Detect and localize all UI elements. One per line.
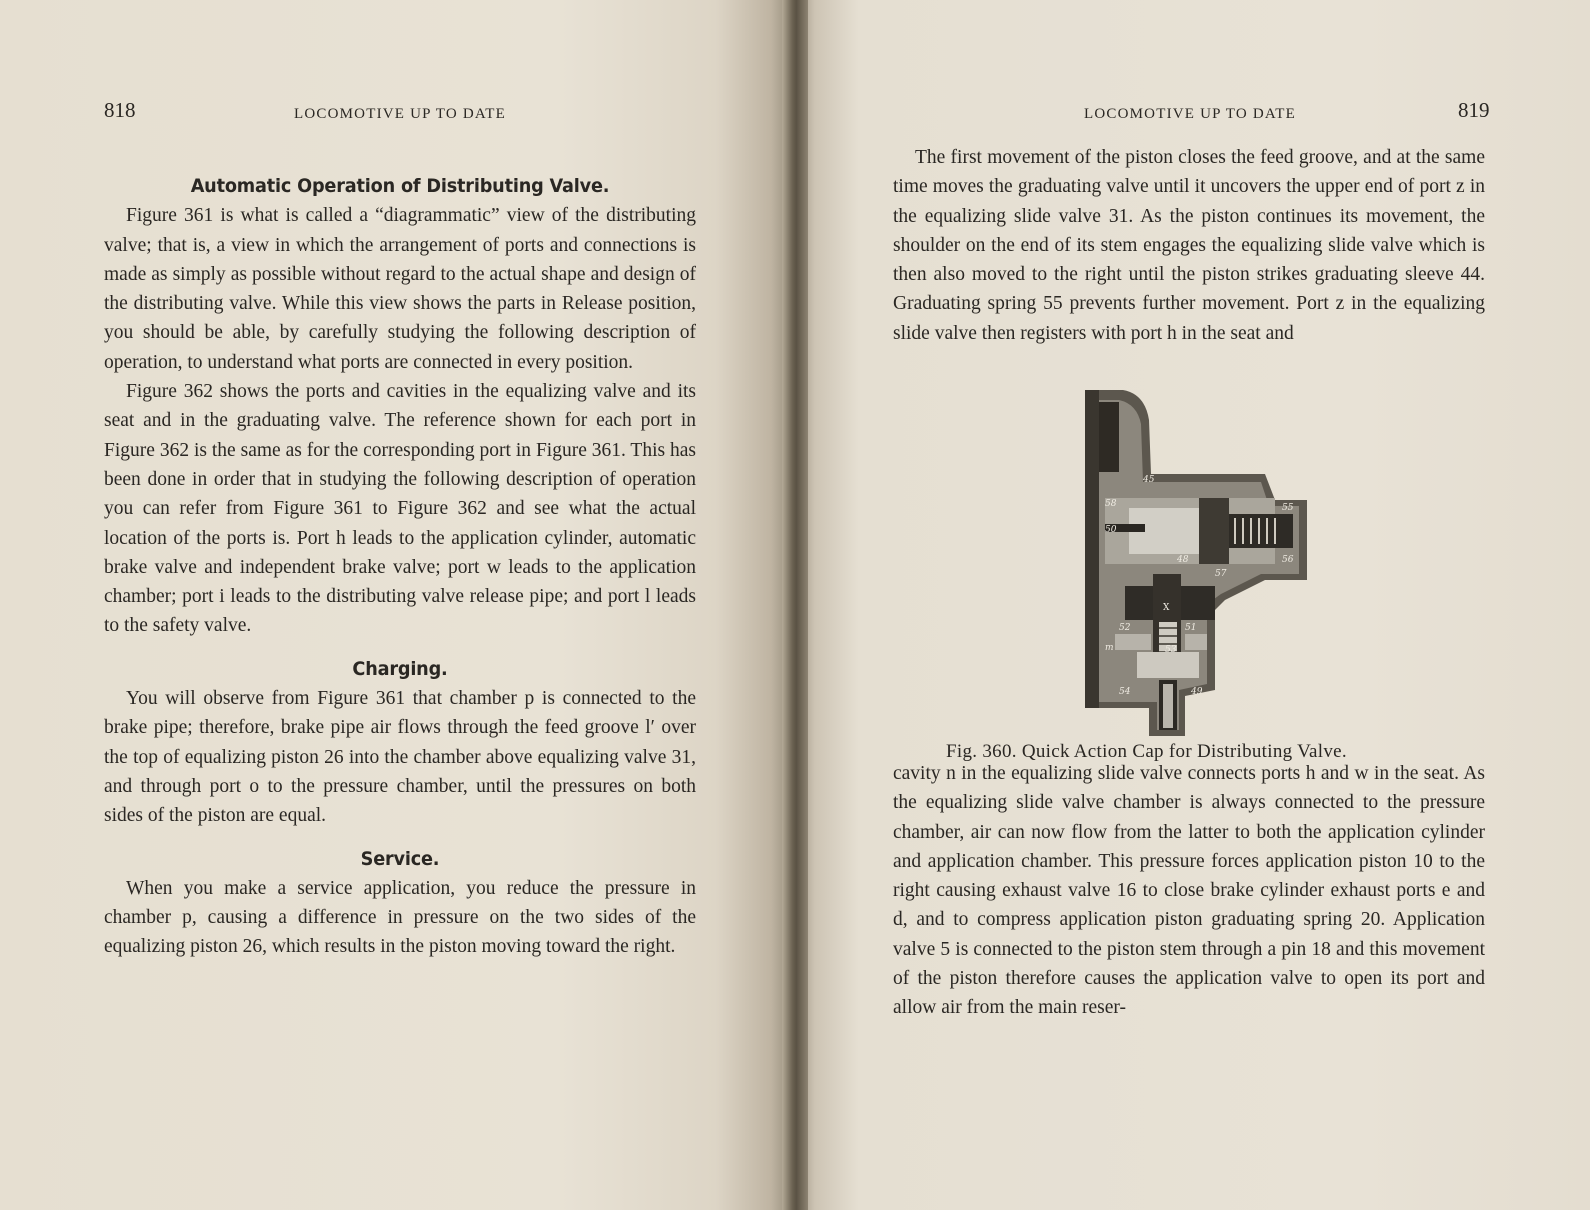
right-text-column-top (893, 143, 1485, 348)
label-x: X (1163, 603, 1170, 613)
figure-quick-action-cap (1085, 390, 1317, 746)
figure-caption: Fig. 360. Quick Action Cap for Distributing Valve. (946, 741, 1347, 762)
heading-automatic-operation: Automatic Operation of Distributing Valve. (190, 175, 610, 197)
paragraph-figure-362: Figure 362 shows the ports and cavities in the equalizing valve and its seat and in the graduating valve. The reference shown for each port in Figure 362 is the same as for the corresponding port in Figure 361. This has been done in order that in studying the following description of operation you can refer from Figure 361 to Figure 362 and see what the actual location of the ports is. Port h leads to the application cylinder, automatic brake valve and independent brake valve; port w leads to the application chamber; port i leads to the distributing valve release pipe; and port l leads to the safety valve. (104, 381, 696, 637)
left-running-head: LOCOMOTIVE UP TO DATE (294, 106, 507, 122)
label-58: 58 (1105, 499, 1117, 509)
right-page-number: 819 (1458, 98, 1490, 122)
right-text-column-bottom (893, 759, 1485, 1023)
label-55: 55 (1282, 503, 1294, 513)
paragraph-charging: You will observe from Figure 361 that chamber p is connected to the brake pipe; therefore, brake pipe air flows through the feed groove l′ over the top of equalizing piston 26 into the chamber above equalizing valve 31, and through port o to the pressure chamber, until the pressures on both sides of the piston are equal. (104, 688, 696, 827)
label-48: 48 (1177, 555, 1189, 565)
paragraph-first-movement: The first movement of the piston closes the feed groove, and at the same time moves the graduating valve until it uncovers the upper end of port z in the equalizing slide valve 31. As the piston continues its movement, the shoulder on the end of its stem engages the equalizing slide valve which is then also moved to the right until the piston strikes graduating sleeve 44. Graduating spring 55 prevents further movement. Port z in the equalizing slide valve then registers with port h in the seat and (893, 147, 1485, 344)
label-57: 57 (1215, 569, 1227, 579)
book-gutter (782, 0, 808, 1210)
heading-charging: Charging. (352, 657, 448, 680)
label-49: 49 (1191, 687, 1203, 697)
valve-cross-section-illustration (1085, 390, 1317, 746)
heading-service: Service. (360, 847, 440, 870)
label-51: 51 (1185, 623, 1197, 633)
paragraph-diagrammatic-view: Figure 361 is what is called a “diagrammatic” view of the distributing valve; that is, a view in which the arrangement of ports and connections is made as simply as possible without regard to the actual shape and design of the distributing valve. While this view shows the parts in Release position, you should be able, by carefully studying the following description of operation, to understand what ports are connected in every position. (104, 205, 696, 373)
left-page-number: 818 (104, 98, 136, 122)
label-56: 56 (1282, 555, 1294, 565)
paragraph-service: When you make a service application, you reduce the pressure in chamber p, causing a difference in pressure on the two sides of the equalizing piston 26, which results in the piston moving toward the right. (104, 877, 696, 958)
label-45: 45 (1143, 475, 1155, 485)
label-m: m (1105, 643, 1114, 653)
label-53: 53 (1165, 645, 1177, 655)
left-text-column (104, 172, 696, 962)
label-54: 54 (1119, 687, 1131, 697)
right-running-head: LOCOMOTIVE UP TO DATE (1084, 106, 1297, 122)
label-50: 50 (1105, 525, 1117, 535)
paragraph-cavity-n: cavity n in the equalizing slide valve connects ports h and w in the seat. As the equalizing slide valve chamber is always connected to the pressure chamber, air can now flow from the latter to both the application cylinder and application chamber. This pressure forces application piston 10 to the right causing exhaust valve 16 to close brake cylinder exhaust ports e and d, and to compress application piston graduating spring 20. Application valve 5 is connected to the piston stem through a pin 18 and this movement of the piston therefore causes the application valve to open its port and allow air from the main reser- (893, 763, 1485, 1019)
label-52: 52 (1119, 623, 1131, 633)
